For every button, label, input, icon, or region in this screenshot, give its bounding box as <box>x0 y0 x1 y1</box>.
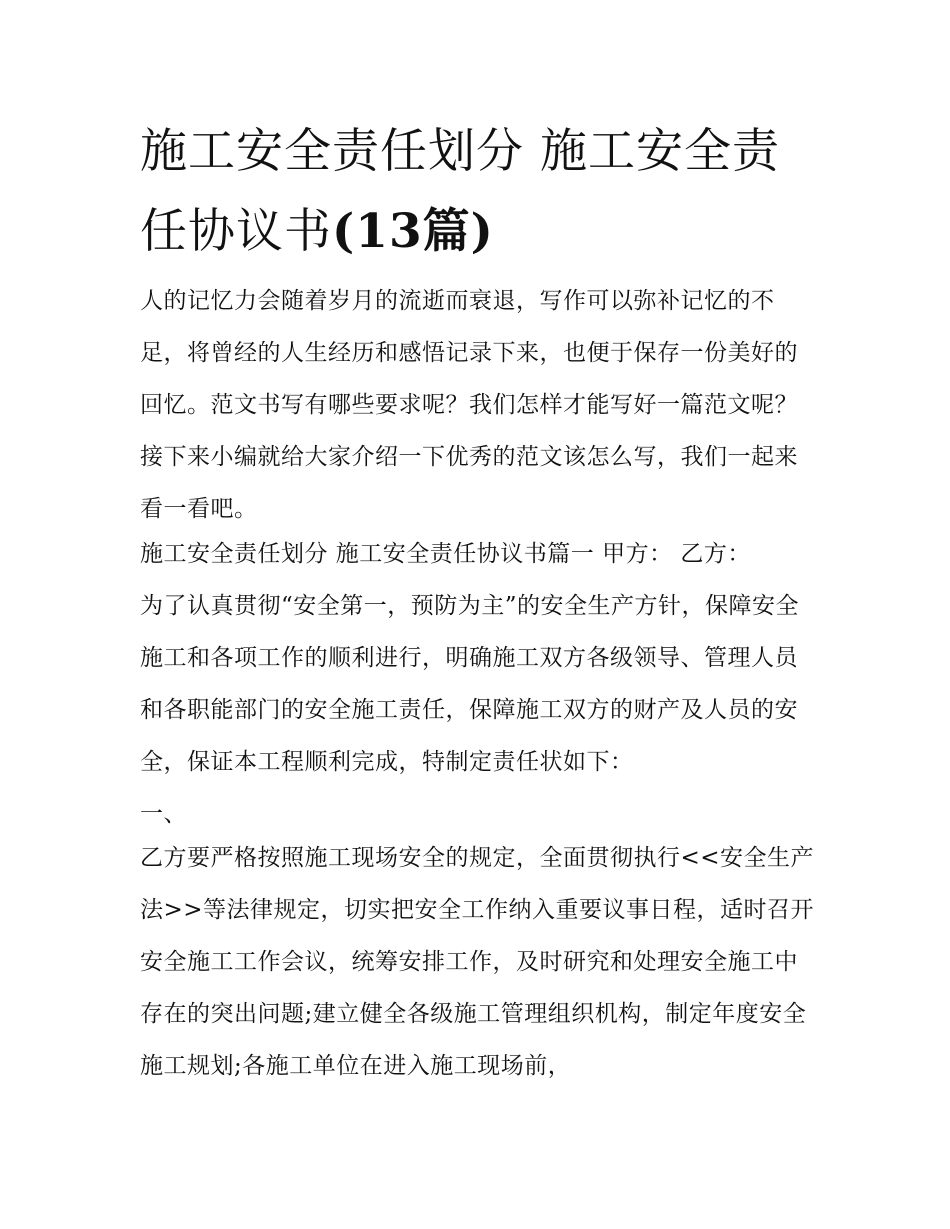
section-heading: 施工安全责任划分 施工安全责任协议书篇一 甲方： 乙方： <box>140 541 751 567</box>
title-text: 施工安全责任划分 施工安全责任协议书 <box>140 124 780 259</box>
agreement-paragraph: 为了认真贯彻“安全第一，预防为主”的安全生产方针，保障安全施工和各项工作的顺利进行，明确施工双方各级领导、管理人员和各职能部门的安全施工责任，保障施工双方的财产及人员的安全，保证本工程顺利完成，特制定责任状如下： <box>140 593 800 775</box>
item-number: 一、 <box>140 801 187 827</box>
intro-paragraph: 人的记忆力会随着岁月的流逝而衰退，写作可以弥补记忆的不足，将曾经的人生经历和感悟记录下来，也便于保存一份美好的回忆。范文书写有哪些要求呢？我们怎样才能写好一篇范文呢？接下来小编就给大家介绍一下优秀的范文该怎么写，我们一起来看一看吧。 <box>140 288 798 522</box>
document-title <box>140 112 820 272</box>
item-paragraph: 乙方要严格按照施工现场安全的规定，全面贯彻执行<<安全生产法>>等法律规定，切实把安全工作纳入重要议事日程，适时召开安全施工工作会议，统筹安排工作，及时研究和处理安全施工中存在的突出问题;建立健全各级施工管理组织机构，制定年度安全施工规划;各施工单位在进入施工现场前， <box>140 845 815 1079</box>
title-count: (13篇) <box>332 204 494 259</box>
